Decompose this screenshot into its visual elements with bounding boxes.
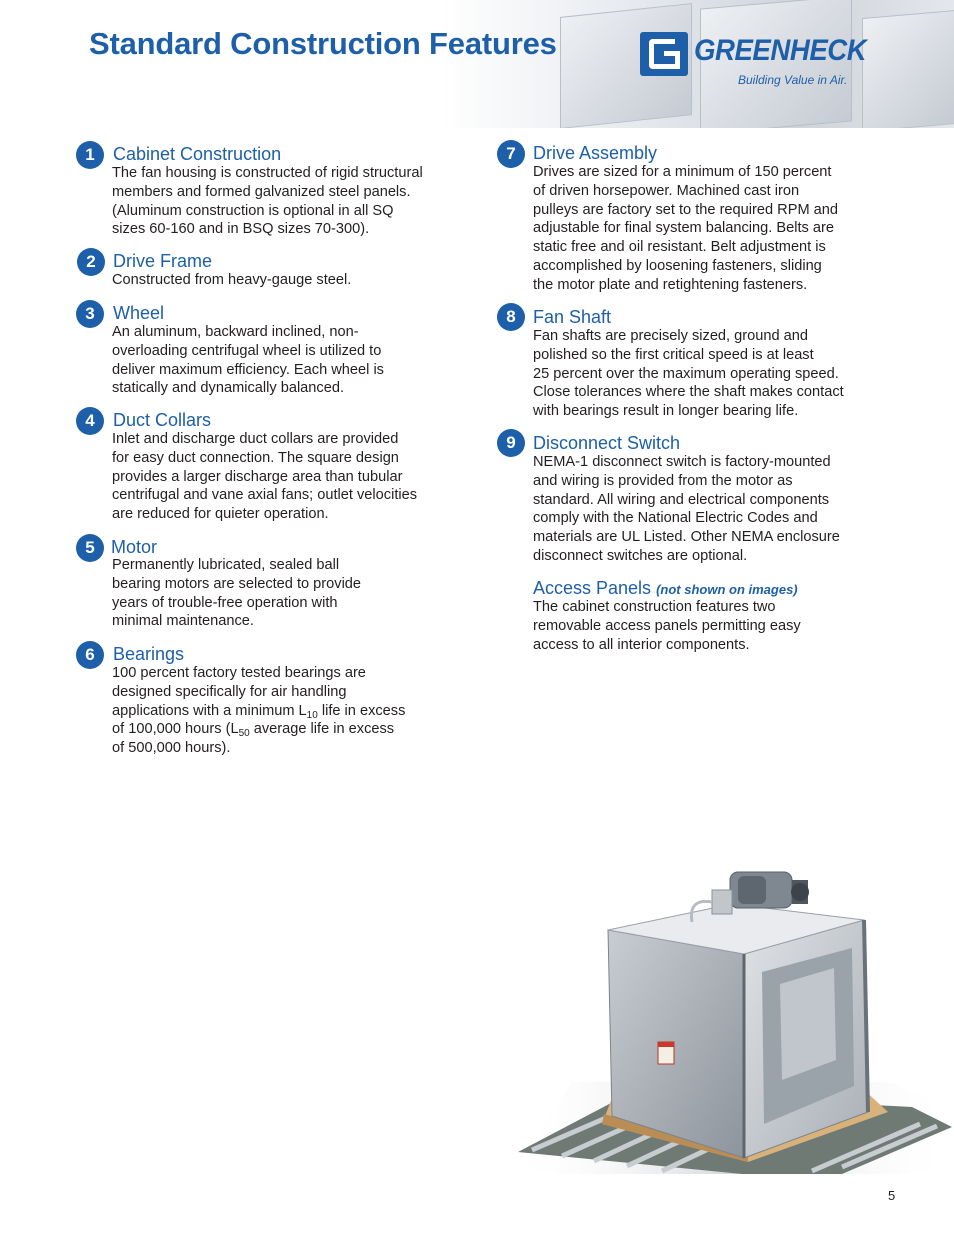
feature-number-badge: 7 (497, 140, 525, 168)
feature-number-badge: 8 (497, 303, 525, 331)
feature-number-badge: 4 (76, 407, 104, 435)
page-number: 5 (888, 1188, 896, 1203)
logo-name: GREENHECK (694, 34, 867, 67)
feature-title: Cabinet Construction (113, 144, 282, 164)
feature-title: Wheel (113, 303, 165, 323)
feature-title: Drive Frame (113, 251, 213, 271)
feature-description: An aluminum, backward inclined, non- overloading centrifugal wheel is utilized to deliver maximum efficiency. Each wheel is statically and dynamically balanced. (112, 324, 384, 397)
feature-title: Drive Assembly (533, 143, 658, 163)
feature-title: Fan Shaft (533, 307, 612, 327)
access-panels-title: Access Panels (533, 578, 652, 598)
feature-title: Duct Collars (113, 410, 212, 430)
feature-number-badge: 1 (76, 141, 104, 169)
feature-number-badge: 5 (76, 534, 104, 562)
access-panels-note: (not shown on images) (656, 582, 798, 597)
feature-description: Drives are sized for a minimum of 150 percent of driven horsepower. Machined cast iron pulleys are factory set to the required RPM and adjustable for final system balancing. Belts are static free and oil resistant. Belt adjustment is accomplished by loosening fasteners, sliding the motor plate and retightening fasteners. (533, 164, 839, 293)
feature-description: Fan shafts are precisely sized, ground and polished so the first critical speed is at least 25 percent over the maximum operating speed. Close tolerances where the shaft makes contact with bearings result in longer bearing life. (533, 328, 844, 420)
feature-number-badge: 6 (76, 641, 104, 669)
feature-description: The fan housing is constructed of rigid structural members and formed galvanized steel panels. (Aluminum construction is optional in all SQ sizes 60-160 and in BSQ sizes 70-300). (112, 165, 423, 238)
feature-description: Constructed from heavy-gauge steel. (112, 272, 352, 288)
feature-number-badge: 9 (497, 429, 525, 457)
feature-number-badge: 2 (77, 248, 105, 276)
feature-title: Disconnect Switch (533, 433, 681, 453)
feature-description: 100 percent factory tested bearings are designed specifically for air handling applications with a minimum $L_{10}$ life in excess of 100,000 hours ($L_{50}$ average life in excess of 500,000 hours). (112, 665, 406, 757)
page-title: Standard Construction Features (89, 26, 557, 61)
logo-tagline: Building Value in Air. (738, 73, 848, 87)
feature-description: The cabinet construction features two removable access panels permitting easy access to all interior components. (533, 599, 801, 653)
feature-description: Permanently lubricated, sealed ball bearing motors are selected to provide years of trouble-free operation with minimal maintenance. (112, 557, 362, 630)
fan-cabinet-product-photo (512, 862, 954, 1174)
feature-title: Motor (111, 537, 158, 557)
greenheck-logo (640, 32, 872, 92)
feature-title: Bearings (113, 644, 185, 664)
feature-description: NEMA-1 disconnect switch is factory-mounted and wiring is provided from the motor as standard. All wiring and electrical components comply with the National Electric Codes and materials are UL Listed. Other NEMA enclosure disconnect switches are optional. (533, 454, 840, 564)
feature-number-badge: 3 (76, 300, 104, 328)
feature-description: Inlet and discharge duct collars are provided for easy duct connection. The square design provides a larger discharge area than tubular centrifugal and vane axial fans; outlet velocities are reduced for quieter operation. (112, 431, 418, 523)
greenheck-logo-icon (640, 32, 688, 76)
header-photo-fan-housing (862, 10, 954, 128)
